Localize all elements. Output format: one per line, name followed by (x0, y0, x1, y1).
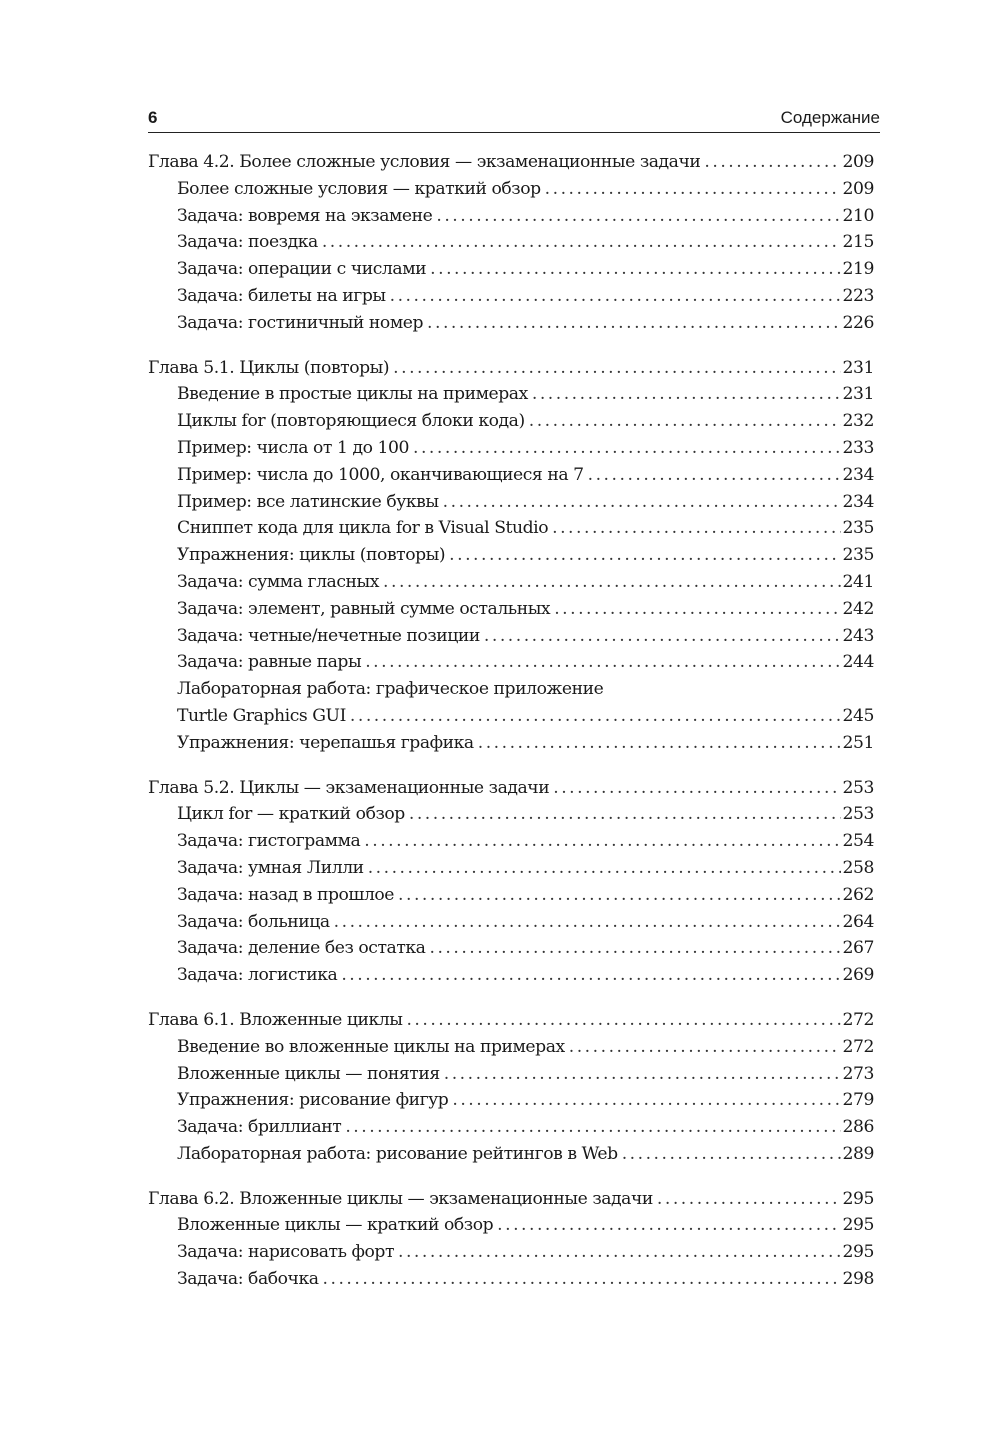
table-of-contents (148, 149, 874, 1311)
toc-entry[interactable] (148, 489, 874, 516)
dot-leader (430, 256, 840, 283)
toc-page-number: 267 (842, 938, 874, 959)
toc-entry[interactable] (148, 515, 874, 542)
toc-chapter (148, 1186, 874, 1293)
toc-entry-title: Turtle Graphics GUI (177, 705, 346, 726)
toc-entry-title: Введение в простые циклы на примерах (177, 384, 528, 405)
toc-entry-title: Сниппет кода для цикла for в Visual Studio (177, 518, 549, 539)
dot-leader (429, 935, 840, 962)
toc-entry[interactable] (148, 596, 874, 623)
toc-entry[interactable] (148, 1266, 874, 1293)
toc-page-number: 219 (842, 259, 874, 280)
toc-entry[interactable] (148, 1034, 874, 1061)
toc-entry[interactable] (148, 882, 874, 909)
dot-leader (390, 283, 841, 310)
dot-leader (545, 176, 841, 203)
toc-entry-title: Задача: назад в прошлое (177, 884, 395, 905)
toc-entry-title: Введение во вложенные циклы на примерах (177, 1036, 565, 1057)
dot-leader (588, 462, 841, 489)
toc-entry[interactable] (148, 935, 874, 962)
toc-page-number: 254 (842, 831, 874, 852)
toc-entry-title: Задача: больница (177, 911, 330, 932)
toc-entry-title: Задача: деление без остатка (177, 938, 426, 959)
toc-entry[interactable] (148, 462, 874, 489)
toc-entry-title: Глава 6.1. Вложенные циклы (148, 1009, 403, 1030)
dot-leader (345, 1114, 840, 1141)
dot-leader (427, 310, 841, 337)
toc-entry[interactable] (148, 801, 874, 828)
toc-entry[interactable] (148, 1239, 874, 1266)
toc-page-number: 243 (842, 625, 874, 646)
dot-leader (657, 1186, 841, 1213)
dot-leader (322, 229, 841, 256)
toc-page-number: 209 (842, 152, 874, 172)
dot-leader (334, 909, 841, 936)
toc-entry-title: Глава 6.2. Вложенные циклы — экзаменационные задачи (148, 1188, 653, 1209)
toc-entry-title: Задача: поездка (177, 232, 318, 253)
dot-leader (350, 703, 841, 730)
toc-page-number: 232 (842, 411, 874, 432)
toc-entry[interactable] (148, 1114, 874, 1141)
dot-leader (323, 1266, 841, 1293)
dot-leader (436, 203, 840, 230)
toc-entry-title: Задача: сумма гласных (177, 571, 380, 592)
toc-page-number: 235 (842, 518, 874, 539)
toc-page-number: 251 (842, 732, 874, 753)
toc-chapter-heading[interactable] (148, 355, 874, 382)
toc-page-number: 272 (842, 1036, 874, 1057)
toc-page-number: 295 (842, 1188, 874, 1209)
toc-page-number: 223 (842, 285, 874, 306)
toc-page-number: 244 (842, 652, 874, 673)
toc-entry-title: Глава 5.1. Циклы (повторы) (148, 357, 390, 378)
toc-entry[interactable] (148, 569, 874, 596)
toc-entry-title: Упражнения: рисование фигур (177, 1090, 449, 1111)
toc-chapter-heading[interactable] (148, 149, 874, 176)
dot-leader (406, 1007, 840, 1034)
toc-entry-title: Вложенные циклы — понятия (177, 1063, 440, 1084)
dot-leader (497, 1212, 840, 1239)
toc-chapter (148, 775, 874, 989)
toc-entry[interactable] (148, 703, 874, 730)
toc-page-number: 273 (842, 1063, 874, 1084)
toc-entry-title: Пример: числа от 1 до 100 (177, 437, 409, 458)
toc-entry[interactable] (148, 256, 874, 283)
toc-entry-title: Задача: гистограмма (177, 831, 361, 852)
toc-entry-title: Глава 4.2. Более сложные условия — экзаменационные задачи (148, 152, 701, 172)
toc-entry[interactable] (148, 649, 874, 676)
dot-leader (368, 855, 841, 882)
dot-leader (409, 801, 841, 828)
toc-page-number: 295 (842, 1242, 874, 1263)
toc-page-number: 234 (842, 491, 874, 512)
toc-entry[interactable] (148, 1061, 874, 1088)
running-head: Содержание (780, 108, 880, 127)
dot-leader (532, 381, 841, 408)
toc-entry-title: Задача: бриллиант (177, 1117, 342, 1138)
toc-entry-title: Задача: четные/нечетные позиции (177, 625, 480, 646)
dot-leader (552, 515, 840, 542)
toc-entry[interactable] (148, 909, 874, 936)
toc-entry-title-line: Лабораторная работа: графическое приложение (177, 679, 604, 700)
toc-chapter (148, 149, 874, 337)
toc-page-number: 242 (842, 598, 874, 619)
toc-entry[interactable] (148, 623, 874, 650)
dot-leader (413, 435, 841, 462)
toc-chapter (148, 1007, 874, 1168)
toc-page-number: 279 (842, 1090, 874, 1111)
toc-entry-title: Задача: вовремя на экзамене (177, 205, 433, 226)
dot-leader (398, 1239, 841, 1266)
dot-leader (478, 730, 841, 757)
dot-leader (449, 542, 840, 569)
toc-page-number: 245 (842, 705, 874, 726)
toc-page-number: 253 (842, 804, 874, 825)
dot-leader (452, 1087, 840, 1114)
dot-leader (398, 882, 840, 909)
toc-entry-title: Пример: все латинские буквы (177, 491, 439, 512)
toc-chapter-heading[interactable] (148, 1007, 874, 1034)
toc-entry[interactable] (148, 855, 874, 882)
toc-entry[interactable] (148, 962, 874, 989)
toc-page-number: 231 (842, 357, 874, 378)
toc-entry-title: Упражнения: циклы (повторы) (177, 545, 446, 566)
toc-entry[interactable] (148, 1141, 874, 1168)
dot-leader (484, 623, 841, 650)
toc-entry-title: Задача: операции с числами (177, 259, 427, 280)
dot-leader (364, 828, 840, 855)
toc-page-number: 226 (842, 312, 874, 333)
toc-chapter-heading[interactable] (148, 775, 874, 802)
dot-leader (365, 649, 840, 676)
toc-entry[interactable] (148, 408, 874, 435)
toc-page-number: 233 (842, 437, 874, 458)
toc-entry-title: Задача: бабочка (177, 1269, 319, 1290)
toc-page-number: 264 (842, 911, 874, 932)
toc-page-number: 269 (842, 965, 874, 986)
toc-entry-title: Циклы for (повторяющиеся блоки кода) (177, 411, 525, 432)
toc-entry-title: Вложенные циклы — краткий обзор (177, 1215, 494, 1236)
dot-leader (529, 408, 841, 435)
toc-entry[interactable] (148, 381, 874, 408)
dot-leader (341, 962, 840, 989)
toc-entry-title: Более сложные условия — краткий обзор (177, 178, 541, 199)
dot-leader (444, 1061, 841, 1088)
dot-leader (704, 149, 840, 176)
toc-page-number: 241 (842, 571, 874, 592)
toc-page-number: 253 (842, 777, 874, 798)
toc-page-number: 272 (842, 1009, 874, 1030)
toc-page-number: 295 (842, 1215, 874, 1236)
dot-leader (553, 775, 840, 802)
toc-entry-title: Цикл for — краткий обзор (177, 804, 405, 825)
toc-entry-title: Задача: билеты на игры (177, 285, 386, 306)
toc-entry[interactable] (148, 283, 874, 310)
toc-page-number: 258 (842, 857, 874, 878)
toc-entry[interactable] (148, 828, 874, 855)
toc-entry-title: Задача: умная Лилли (177, 857, 364, 878)
dot-leader (393, 355, 840, 382)
toc-entry-title: Глава 5.2. Циклы — экзаменационные задачи (148, 777, 550, 798)
toc-entry[interactable] (148, 176, 874, 203)
page-number: 6 (148, 108, 158, 127)
dot-leader (554, 596, 840, 623)
toc-entry-title: Задача: логистика (177, 965, 338, 986)
toc-entry-title: Задача: нарисовать форт (177, 1242, 394, 1263)
toc-page-number: 210 (842, 205, 874, 226)
toc-entry[interactable] (148, 203, 874, 230)
dot-leader (383, 569, 841, 596)
toc-entry[interactable] (148, 542, 874, 569)
toc-entry-title: Лабораторная работа: рисование рейтингов в Web (177, 1143, 618, 1164)
toc-entry[interactable] (148, 730, 874, 757)
toc-page-number: 262 (842, 884, 874, 905)
toc-entry[interactable] (148, 1212, 874, 1239)
toc-page-number: 289 (842, 1143, 874, 1164)
toc-page-number: 209 (842, 178, 874, 199)
toc-entry[interactable] (148, 310, 874, 337)
toc-chapter (148, 355, 874, 757)
toc-entry-title: Задача: элемент, равный сумме остальных (177, 598, 551, 619)
toc-entry[interactable] (148, 1087, 874, 1114)
toc-page-number: 286 (842, 1117, 874, 1138)
toc-page-number: 235 (842, 545, 874, 566)
dot-leader (622, 1141, 841, 1168)
toc-entry-title: Пример: числа до 1000, оканчивающиеся на 7 (177, 464, 584, 485)
dot-leader (569, 1034, 841, 1061)
page-header (148, 106, 880, 133)
dot-leader (443, 489, 841, 516)
toc-entry[interactable] (148, 229, 874, 256)
toc-entry[interactable] (148, 435, 874, 462)
toc-page-number: 234 (842, 464, 874, 485)
toc-entry-title: Упражнения: черепашья графика (177, 732, 474, 753)
toc-page-number: 215 (842, 232, 874, 253)
toc-chapter-heading[interactable] (148, 1186, 874, 1213)
toc-entry-title: Задача: гостиничный номер (177, 312, 424, 333)
toc-page-number: 298 (842, 1269, 874, 1290)
toc-entry-title: Задача: равные пары (177, 652, 362, 673)
toc-page-number: 231 (842, 384, 874, 405)
